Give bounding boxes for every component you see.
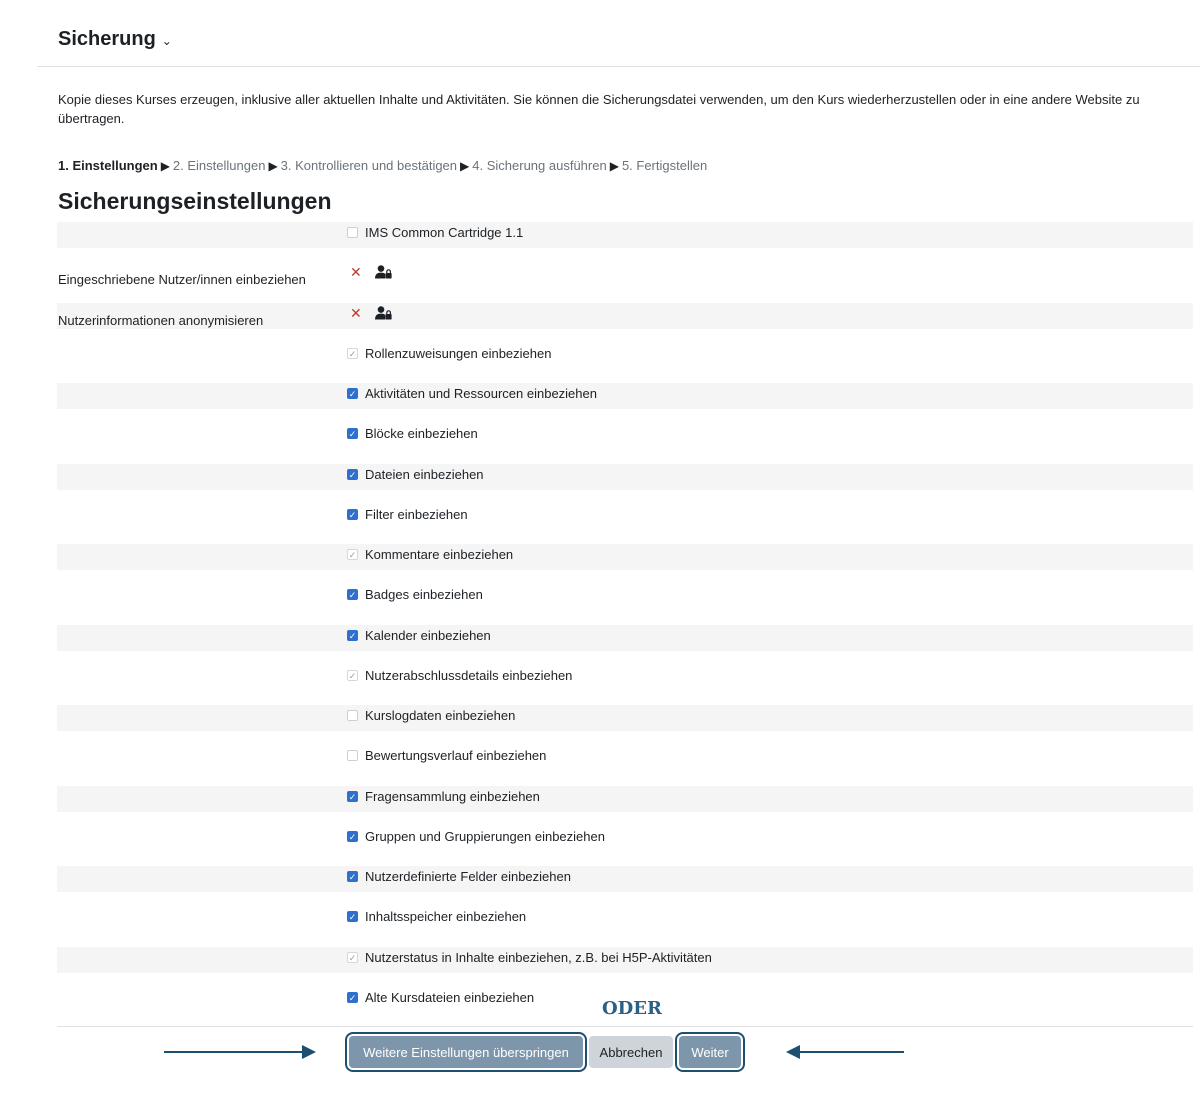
setting-option-label: Kurslogdaten einbeziehen — [365, 708, 516, 723]
oder-annotation: ODER — [602, 998, 662, 1019]
row-background — [57, 544, 1193, 570]
setting-row — [57, 947, 1193, 987]
intro-text: Kopie dieses Kurses erzeugen, inklusive aller aktuellen Inhalte und Aktivitäten. Sie können die Sicherungsdatei verwenden, um den Kurs wiederherzustellen oder in eine andere Website zu übertragen. — [58, 92, 1140, 126]
setting-checkbox[interactable]: ✓ — [348, 992, 357, 1003]
setting-row — [57, 826, 1193, 866]
setting-option-label: Gruppen und Gruppierungen einbeziehen — [365, 828, 605, 844]
header-divider — [37, 66, 1200, 67]
setting-option-label: Badges einbeziehen — [365, 587, 483, 603]
step-arrow-icon: ▶ — [268, 159, 278, 173]
setting-option-label: Kalender einbeziehen — [365, 627, 491, 643]
form-divider — [57, 1026, 1193, 1027]
setting-row — [57, 504, 1193, 544]
setting-checkbox[interactable]: ✓ — [348, 831, 357, 842]
section-title: Sicherungseinstellungen — [58, 188, 332, 214]
chevron-down-icon[interactable]: ⌄ — [161, 34, 172, 48]
next-button[interactable]: Weiter — [679, 1036, 741, 1068]
page-header — [58, 24, 172, 54]
setting-option-label: Aktivitäten und Ressourcen einbeziehen — [365, 386, 597, 401]
setting-checkbox[interactable]: ✓ — [348, 469, 357, 480]
setting-checkbox: ✓ — [348, 670, 357, 681]
setting-checkbox[interactable]: ✓ — [348, 630, 357, 641]
setting-option-label: Fragensammlung einbeziehen — [365, 788, 540, 804]
setting-checkbox[interactable]: ✓ — [348, 872, 357, 882]
setting-option-label: Bewertungsverlauf einbeziehen — [365, 748, 547, 764]
setting-option-label: Nutzerdefinierte Felder einbeziehen — [365, 869, 571, 884]
setting-checkbox: ✓ — [348, 550, 357, 560]
row-background — [57, 705, 1193, 731]
setting-checkbox[interactable]: ✓ — [348, 791, 357, 802]
close-icon: ✕ — [350, 264, 362, 281]
settings-list — [57, 222, 1193, 1027]
setting-option-label: Nutzerabschlussdetails einbeziehen — [365, 667, 573, 683]
progress-steps — [58, 157, 707, 175]
setting-option-label: Rollenzuweisungen einbeziehen — [365, 345, 552, 361]
setting-row — [57, 544, 1193, 584]
setting-checkbox — [347, 227, 358, 238]
row-background — [57, 222, 1193, 248]
setting-row — [57, 584, 1193, 624]
setting-option-label: Kommentare einbeziehen — [365, 547, 514, 562]
step-2: 2. Einstellungen — [172, 158, 266, 173]
setting-checkbox[interactable]: ✓ — [348, 509, 357, 520]
setting-checkbox: ✓ — [348, 348, 357, 359]
user-lock-icon — [375, 306, 392, 325]
setting-row — [57, 222, 1193, 262]
step-3: 3. Kontrollieren und bestätigen — [280, 158, 458, 173]
setting-row — [57, 866, 1193, 906]
row-background — [57, 625, 1193, 651]
row-background — [57, 786, 1193, 812]
setting-label: Eingeschriebene Nutzer/innen einbeziehen — [58, 272, 306, 288]
setting-row — [57, 262, 1193, 302]
setting-option-label: Inhaltsspeicher einbeziehen — [365, 909, 527, 925]
setting-option-label: Blöcke einbeziehen — [365, 426, 478, 442]
step-arrow-icon: ▶ — [160, 159, 170, 173]
setting-row — [57, 464, 1193, 504]
setting-checkbox[interactable]: ✓ — [348, 429, 357, 440]
setting-row — [57, 705, 1193, 745]
setting-checkbox — [347, 710, 358, 721]
setting-row — [57, 383, 1193, 423]
step-arrow-icon: ▶ — [609, 159, 619, 173]
setting-row — [57, 303, 1193, 343]
setting-row — [57, 343, 1193, 383]
close-icon: ✕ — [350, 304, 362, 321]
setting-row — [57, 745, 1193, 785]
arrow-right-icon — [164, 1051, 302, 1053]
setting-row — [57, 423, 1193, 463]
setting-checkbox: ✓ — [348, 952, 357, 963]
setting-label: Nutzerinformationen anonymisieren — [58, 312, 264, 328]
setting-checkbox — [347, 750, 358, 761]
skip-settings-button[interactable]: Weitere Einstellungen überspringen — [349, 1036, 583, 1068]
setting-checkbox[interactable]: ✓ — [348, 912, 357, 923]
cancel-button[interactable]: Abbrechen — [589, 1036, 673, 1068]
setting-checkbox[interactable]: ✓ — [348, 590, 357, 601]
step-5: 5. Fertigstellen — [621, 158, 708, 173]
row-background — [57, 464, 1193, 490]
row-background — [57, 866, 1193, 892]
setting-option-label: Nutzerstatus in Inhalte einbeziehen, z.B. bei H5P-Aktivitäten — [365, 949, 712, 965]
page-title: Sicherung — [58, 27, 156, 50]
setting-option-label: Dateien einbeziehen — [365, 466, 484, 482]
setting-option-label: Alte Kursdateien einbeziehen — [365, 989, 535, 1005]
setting-option-label: IMS Common Cartridge 1.1 — [365, 225, 524, 240]
setting-row — [57, 786, 1193, 826]
setting-row — [57, 625, 1193, 665]
step-1: 1. Einstellungen — [58, 158, 158, 173]
setting-checkbox[interactable]: ✓ — [348, 389, 357, 399]
setting-option-label: Filter einbeziehen — [365, 506, 468, 522]
step-4: 4. Sicherung ausführen — [472, 158, 607, 173]
arrow-left-icon — [800, 1051, 904, 1053]
setting-row — [57, 906, 1193, 946]
user-lock-icon — [375, 265, 392, 284]
setting-row — [57, 665, 1193, 705]
row-background — [57, 383, 1193, 409]
step-arrow-icon: ▶ — [460, 159, 470, 173]
